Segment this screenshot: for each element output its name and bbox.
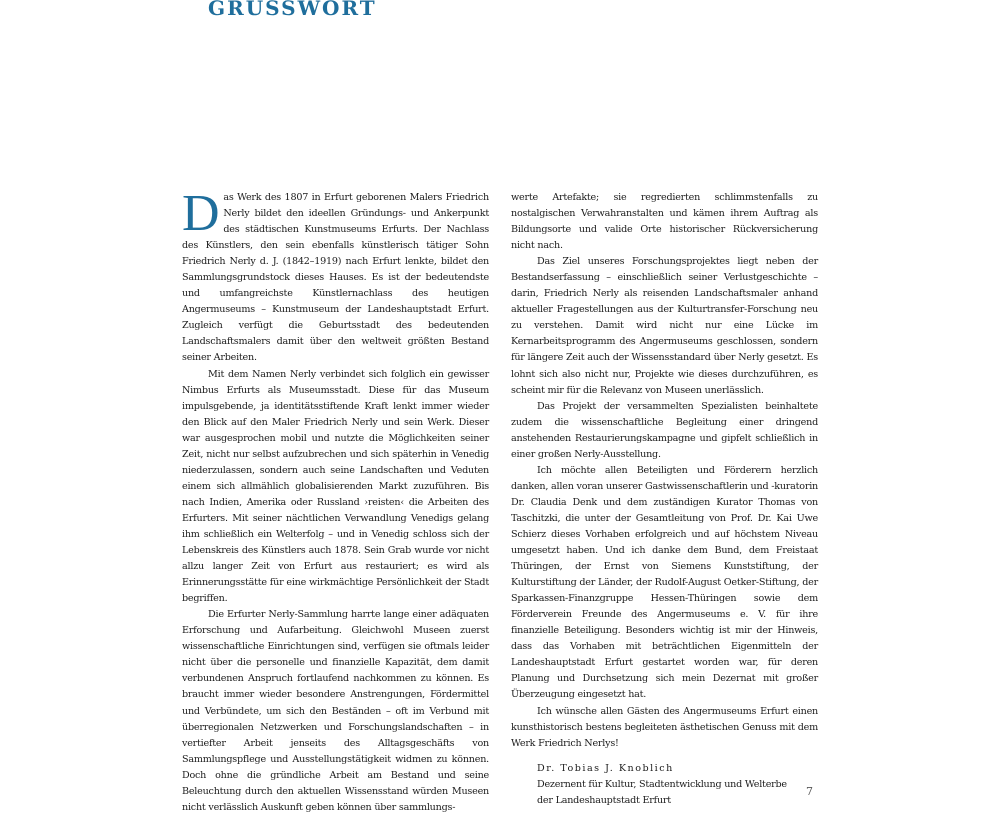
paragraph-4: Das Ziel unseres Forschungsprojektes liegt neben der Bestandserfassung – einschließlich seiner Verlustgeschichte – darin, Friedrich Nerly als reisenden Landschaftsmaler anhand aktueller Fragestellungen aus der Kulturtransfer-Forschung neu zu verstehen. Damit wird nicht nur eine Lücke im Kernarbeitsprogramm des Angermuseums geschlossen, sondern für längere Zeit auch der Wissensstandard über Nerly gesetzt. Es lohnt sich also nicht nur, Projekte wie dieses durchzuführen, es scheint mir für die Relevanz von Museen unerlässlich. xyxy=(511,256,818,396)
paragraph-3-continued: werte Artefakte; sie regredierten schlimmstenfalls zu nostalgischen Verwahranstalten und kämen ihrem Auftrag als Bildungsorte und valide Orte historischer Rückversicherung nicht nach. xyxy=(511,192,818,252)
page-number: 7 xyxy=(806,785,813,798)
paragraph-1 xyxy=(182,185,489,367)
paragraph-3: Die Erfurter Nerly-Sammlung harrte lange einer adäquaten Erforschung und Aufarbeitung. Gleichwohl Museen zuerst wissenschaftliche Einrichtungen sind, verfügen sie oftmals leider nicht über die personelle und finanzielle Kapazität, dem damit verbundenen Anspruch fortlaufend nachkommen zu können. Es braucht immer wieder besondere Anstrengungen, Fördermittel und Verbündete, um sich den Beständen – oft im Verbund mit überregionalen Netzwerken und Forschungslandschaften – in vertiefter Arbeit jenseits des Alltagsgeschäfts von Sammlungspflege und Ausstellungstätigkeit widmen zu können. Doch ohne die gründliche Arbeit am Bestand und seine Beleuchtung durch den aktuellen Wissensstand würden Museen nicht verlässlich Auskunft geben können über sammlungs- xyxy=(182,609,489,813)
signature-block xyxy=(511,761,818,809)
text-column-left xyxy=(182,185,489,816)
paragraph-5: Das Projekt der versammelten Spezialisten beinhaltete zudem die wissenschaftliche Begleitung einer dringend anstehenden Restaurierungskampagne und gipfelt schließlich in einer großen Nerly-Ausstellung. xyxy=(511,400,818,460)
paragraph-6: Ich möchte allen Beteiligten und Förderern herzlich danken, allen voran unserer Gastwissenschaftlerin und -kuratorin Dr. Claudia Denk und dem zuständigen Kurator Thomas von Taschitzki, die unter der Gesamtleitung von Prof. Dr. Kai Uwe Schierz dieses Vorhaben erfolgreich und auf höchstem Niveau umgesetzt haben. Und ich danke dem Bund, dem Freistaat Thüringen, der Ernst von Siemens Kunststiftung, der Kulturstiftung der Länder, der Rudolf-August Oetker-Stiftung, der Sparkassen-Finanzgruppe Hessen-Thüringen sowie dem Förderverein Freunde des Angermuseums e. V. für ihre finanzielle Beteiligung. Besonders wichtig ist mir der Hinweis, dass das Vorhaben mit beträchtlichen Eigenmitteln der Landeshauptstadt Erfurt gestartet worden war, für deren Planung und Durchsetzung sich mein Dezernat mit großer Überzeugung eingesetzt hat. xyxy=(511,464,819,701)
signature-title-line-2: der Landeshauptstadt Erfurt xyxy=(537,794,671,806)
signature-name: Dr. Tobias J. Knoblich xyxy=(537,762,674,774)
signature-title-line-1: Dezernent für Kultur, Stadtentwicklung und Welterbe xyxy=(537,778,787,790)
paragraph-1-text: as Werk des 1807 in Erfurt geborenen Malers Friedrich Nerly bildet den ideellen Gründungs- und Ankerpunkt des städtischen Kunstmuseums Erfurts. Der Nachlass des Künstlers, den sein ebenfalls künstlerisch tätiger Sohn Friedrich Nerly d. J. (1842–1919) nach Erfurt lenkte, bildet den Sammlungsgrundstock dieses Hauses. Es ist der bedeutendste und umfangreichste Künstlernachlass des heutigen Angermuseums – Kunstmuseum der Landeshauptstadt Erfurt. Zugleich verfügt die Geburtsstadt des bedeutenden Landschaftsmalers damit über den weltweit größten Bestand seiner Arbeiten. xyxy=(182,192,489,364)
drop-cap: D xyxy=(182,185,220,242)
paragraph-7: Ich wünsche allen Gästen des Angermuseums Erfurt einen kunsthistorisch bestens begleiteten ästhetischen Genuss mit dem Werk Friedrich Nerlys! xyxy=(511,705,818,749)
page-title: GRUSSWORT xyxy=(208,0,377,20)
paragraph-2: Mit dem Namen Nerly verbindet sich folglich ein gewisser Nimbus Erfurts als Museumsstadt. Diese für das Museum impulsgebende, ja identitätsstiftende Kraft lenkt immer wieder den Blick auf den Maler Friedrich Nerly und sein Werk. Dieser war ausgesprochen mobil und nutzte die Möglichkeiten seiner Zeit, nicht nur selbst aufzubrechen und sich späterhin in Venedig niederzulassen, sondern auch seine Landschaften und Veduten einem sich allmählich globalisierenden Markt zuzuführen. Bis nach Indien, Amerika oder Russland ›reisten‹ die Arbeiten des Erfurters. Mit seiner nächtlichen Verwandlung Venedigs gelang ihm schließlich ein Welterfolg – und in Venedig schloss sich der Lebenskreis des Künstlers auch 1878. Sein Grab wurde vor nicht allzu langer Zeit von Erfurt aus restauriert; es wird als Erinnerungsstätte für eine wirkmächtige Persönlichkeit der Stadt begriffen. xyxy=(182,368,489,605)
text-column-right xyxy=(511,190,818,809)
